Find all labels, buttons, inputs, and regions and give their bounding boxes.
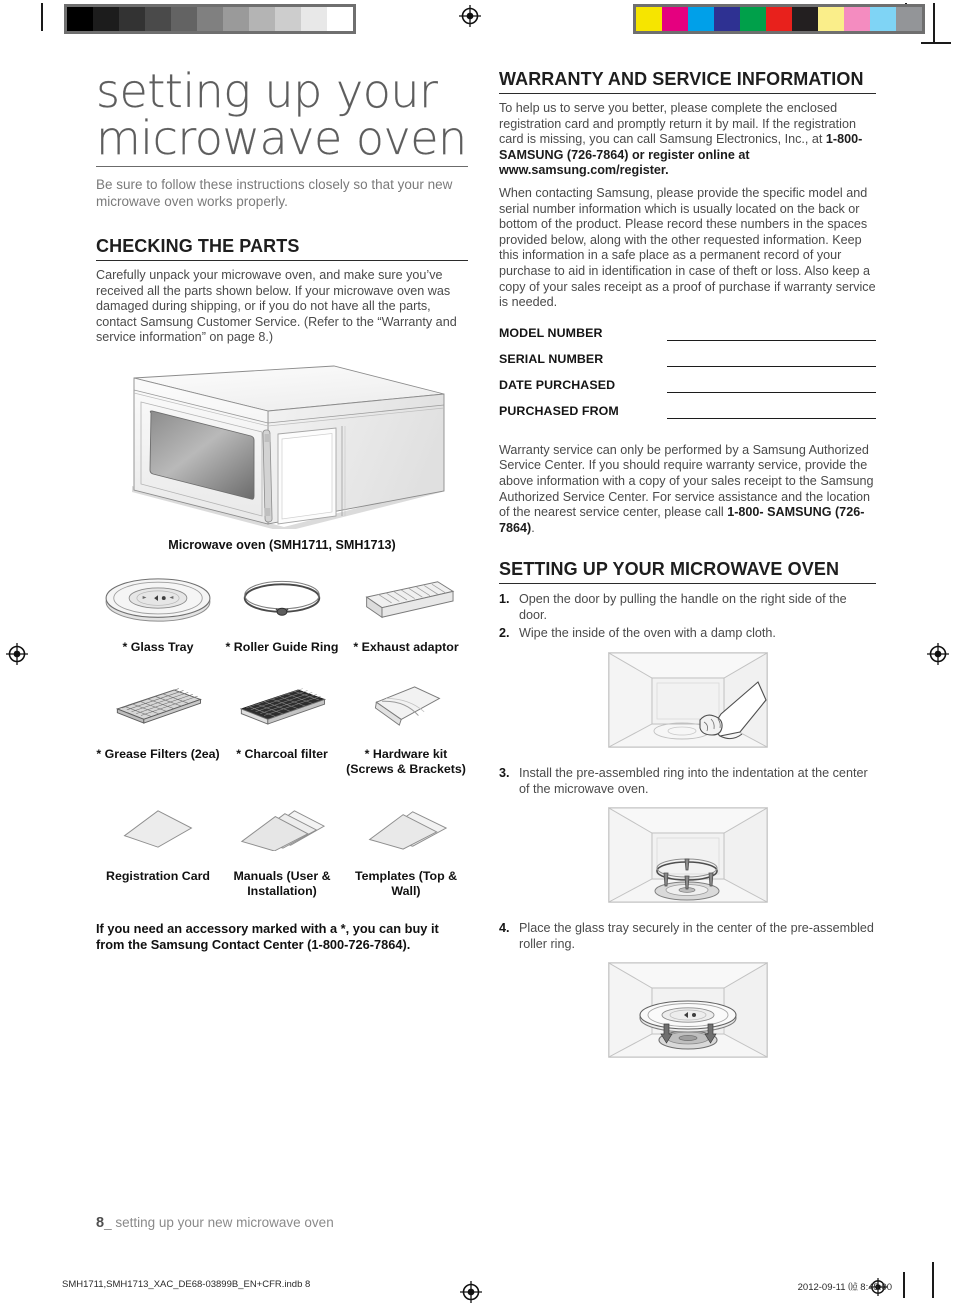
oven-figure-caption: Microwave oven (SMH1711, SMH1713) xyxy=(168,537,396,552)
registration-target-icon-right xyxy=(927,643,949,665)
crop-line-left-vertical xyxy=(41,3,43,31)
heading-checking-the-parts: CHECKING THE PARTS xyxy=(96,235,468,261)
step-text: Install the pre-assembled ring into the indentation at the center of the microwave oven. xyxy=(519,766,868,796)
footer-folio xyxy=(96,1215,334,1231)
setup-steps-list-3 xyxy=(499,921,876,952)
part-item-charcoal-filter xyxy=(220,677,344,777)
accessory-note: If you need an accessory marked with a *, you can buy it from the Samsung Contact Center (1-800-726-7864). xyxy=(96,920,439,952)
registration-card-icon xyxy=(115,799,201,859)
grayscale-swatch-5 xyxy=(197,7,223,31)
color-swatch-1 xyxy=(662,7,688,31)
setup-step-3 xyxy=(499,766,876,797)
parts-row xyxy=(96,799,468,899)
record-row-serial-number xyxy=(499,351,876,377)
grayscale-swatch-8 xyxy=(275,7,301,31)
left-column xyxy=(96,64,468,966)
setup-step-2 xyxy=(499,626,876,642)
chapter-subtitle: Be sure to follow these instructions closely so that your new microwave oven works properly. xyxy=(96,177,453,209)
step-text: Place the glass tray securely in the center of the pre-assembled roller ring. xyxy=(519,921,874,951)
exhaust-adaptor-icon xyxy=(353,570,459,630)
crop-line-right-horizontal xyxy=(921,42,951,44)
page-number: 8 xyxy=(96,1215,105,1231)
roller-guide-ring-icon xyxy=(233,570,331,630)
charcoal-filter-icon xyxy=(230,677,334,737)
chapter-title-line-2: microwave oven xyxy=(96,111,467,165)
step-2-illustration-wipe-interior xyxy=(499,652,876,748)
warranty-paragraph-3-text: Warranty service can only be performed by a Samsung Authorized Service Center. If you should require warranty service, provide the above information with a copy of your sales receipt to the Samsung Authorized Service Center. For service assistance and the location of the nearest service center, please call xyxy=(499,442,874,520)
glass-tray-icon xyxy=(100,570,216,630)
date-purchased-field[interactable] xyxy=(667,377,876,393)
running-title: _ setting up your new microwave oven xyxy=(104,1215,334,1230)
templates-icon xyxy=(360,799,452,859)
setup-step-4 xyxy=(499,921,876,952)
part-label: * Charcoal filter xyxy=(236,746,328,761)
part-label: * Hardware kit (Screws & Brackets) xyxy=(346,746,466,776)
step-number: 3. xyxy=(499,766,510,781)
color-swatch-3 xyxy=(714,7,740,31)
warranty-paragraph-2: When contacting Samsung, please provide the specific model and serial number information which is usually located on the back or bottom of the product. Please record these numbers in the spaces provided below, along with the other requested information. Keep this information in a safe place as a permanent record of your purchase to aid in identification in case of theft or loss. Also keep a copy of your sales receipt as a proof of purchase if warranty service is needed. xyxy=(499,185,876,310)
crop-line-footer-right-outer xyxy=(932,1262,934,1298)
purchased-from-field[interactable] xyxy=(667,403,876,419)
step-3-illustration-install-roller-ring xyxy=(499,807,876,903)
warranty-paragraph-1-text: To help us to serve you better, please complete the enclosed registration card and promptly return it by mail. If the registration card is missing, you can call Samsung Electronics, Inc., at xyxy=(499,101,856,147)
grayscale-calibration-bar xyxy=(64,4,356,34)
grayscale-swatch-1 xyxy=(93,7,119,31)
record-label: PURCHASED FROM xyxy=(499,403,619,418)
warranty-service-phone-bold: 1-800- SAMSUNG (726-7864) xyxy=(499,505,865,535)
registration-target-icon-bottom xyxy=(460,1281,482,1303)
part-label: Registration Card xyxy=(106,868,210,883)
parts-grid xyxy=(96,570,468,899)
step-number: 4. xyxy=(499,921,510,936)
color-swatch-6 xyxy=(792,7,818,31)
part-label: * Exhaust adaptor xyxy=(353,639,459,654)
grayscale-swatch-9 xyxy=(301,7,327,31)
part-label: * Roller Guide Ring xyxy=(225,639,339,654)
grayscale-swatch-4 xyxy=(171,7,197,31)
microwave-oven-illustration xyxy=(96,364,468,524)
record-label: MODEL NUMBER xyxy=(499,325,603,340)
registration-target-icon-top xyxy=(459,5,481,27)
color-calibration-bar xyxy=(633,4,925,34)
part-item-grease-filters xyxy=(96,677,220,777)
color-swatch-0 xyxy=(636,7,662,31)
right-column xyxy=(499,68,876,1058)
grayscale-swatch-3 xyxy=(145,7,171,31)
part-item-templates xyxy=(344,799,468,899)
color-swatch-8 xyxy=(844,7,870,31)
record-row-date-purchased xyxy=(499,377,876,403)
part-item-hardware-kit xyxy=(344,677,468,777)
manuals-icon xyxy=(236,799,328,859)
print-timestamp: 2012-09-11 ㍘ 8:45:00 xyxy=(797,1282,892,1293)
parts-row xyxy=(96,570,468,655)
setup-step-1 xyxy=(499,592,876,623)
heading-warranty-and-service-information: WARRANTY AND SERVICE INFORMATION xyxy=(499,68,876,94)
step-text: Wipe the inside of the oven with a damp cloth. xyxy=(519,626,776,641)
warranty-paragraph-1 xyxy=(499,101,876,179)
color-swatch-7 xyxy=(818,7,844,31)
part-label: * Glass Tray xyxy=(122,639,194,654)
parts-row xyxy=(96,677,468,777)
warranty-contact-bold: 1-800-SAMSUNG (726-7864) or register online at www.samsung.com/register. xyxy=(499,132,863,178)
step-number: 1. xyxy=(499,592,510,607)
setup-steps-list-2 xyxy=(499,766,876,797)
color-swatch-5 xyxy=(766,7,792,31)
model-number-field[interactable] xyxy=(667,325,876,341)
step-text: Open the door by pulling the handle on the right side of the door. xyxy=(519,592,847,622)
checking-parts-paragraph: Carefully unpack your microwave oven, and make sure you’ve received all the parts shown below. If your microwave oven was damaged during shipping, or if you do not have all the parts, contact Samsung Customer Service. (Refer to the “Warranty and service information” on page 8.) xyxy=(96,268,457,345)
crop-line-footer-right-inner xyxy=(903,1272,905,1298)
record-row-purchased-from xyxy=(499,403,876,429)
part-item-glass-tray xyxy=(96,570,220,655)
part-item-roller-guide-ring xyxy=(220,570,344,655)
page-title xyxy=(96,64,468,167)
grayscale-swatch-10 xyxy=(327,7,353,31)
setup-steps-list-1 xyxy=(499,592,876,642)
warranty-paragraph-3 xyxy=(499,443,876,537)
record-label: SERIAL NUMBER xyxy=(499,351,604,366)
print-filename: SMH1711,SMH1713_XAC_DE68-03899B_EN+CFR.indb 8 xyxy=(62,1279,311,1290)
part-label: * Grease Filters (2ea) xyxy=(96,746,220,761)
step-number: 2. xyxy=(499,626,510,641)
step-4-illustration-place-glass-tray xyxy=(499,962,876,1058)
color-swatch-10 xyxy=(896,7,922,31)
part-label: Templates (Top & Wall) xyxy=(354,868,458,898)
part-item-exhaust-adaptor xyxy=(344,570,468,655)
serial-number-field[interactable] xyxy=(667,351,876,367)
heading-setting-up-your-microwave-oven: SETTING UP YOUR MICROWAVE OVEN xyxy=(499,558,876,584)
color-swatch-2 xyxy=(688,7,714,31)
crop-line-right-vertical-outer xyxy=(933,3,935,43)
registration-target-icon-left xyxy=(6,643,28,665)
part-label: Manuals (User & Installation) xyxy=(233,868,331,898)
grease-filter-icon xyxy=(106,677,210,737)
grayscale-swatch-6 xyxy=(223,7,249,31)
hardware-kit-icon xyxy=(363,677,449,737)
record-row-model-number xyxy=(499,325,876,351)
color-swatch-4 xyxy=(740,7,766,31)
chapter-title-line-1: setting up your xyxy=(96,64,438,118)
part-item-registration-card xyxy=(96,799,220,899)
purchase-record-table xyxy=(499,325,876,429)
grayscale-swatch-2 xyxy=(119,7,145,31)
grayscale-swatch-7 xyxy=(249,7,275,31)
record-label: DATE PURCHASED xyxy=(499,377,616,392)
part-item-manuals xyxy=(220,799,344,899)
grayscale-swatch-0 xyxy=(67,7,93,31)
warranty-paragraph-3-period: . xyxy=(531,520,535,535)
color-swatch-9 xyxy=(870,7,896,31)
